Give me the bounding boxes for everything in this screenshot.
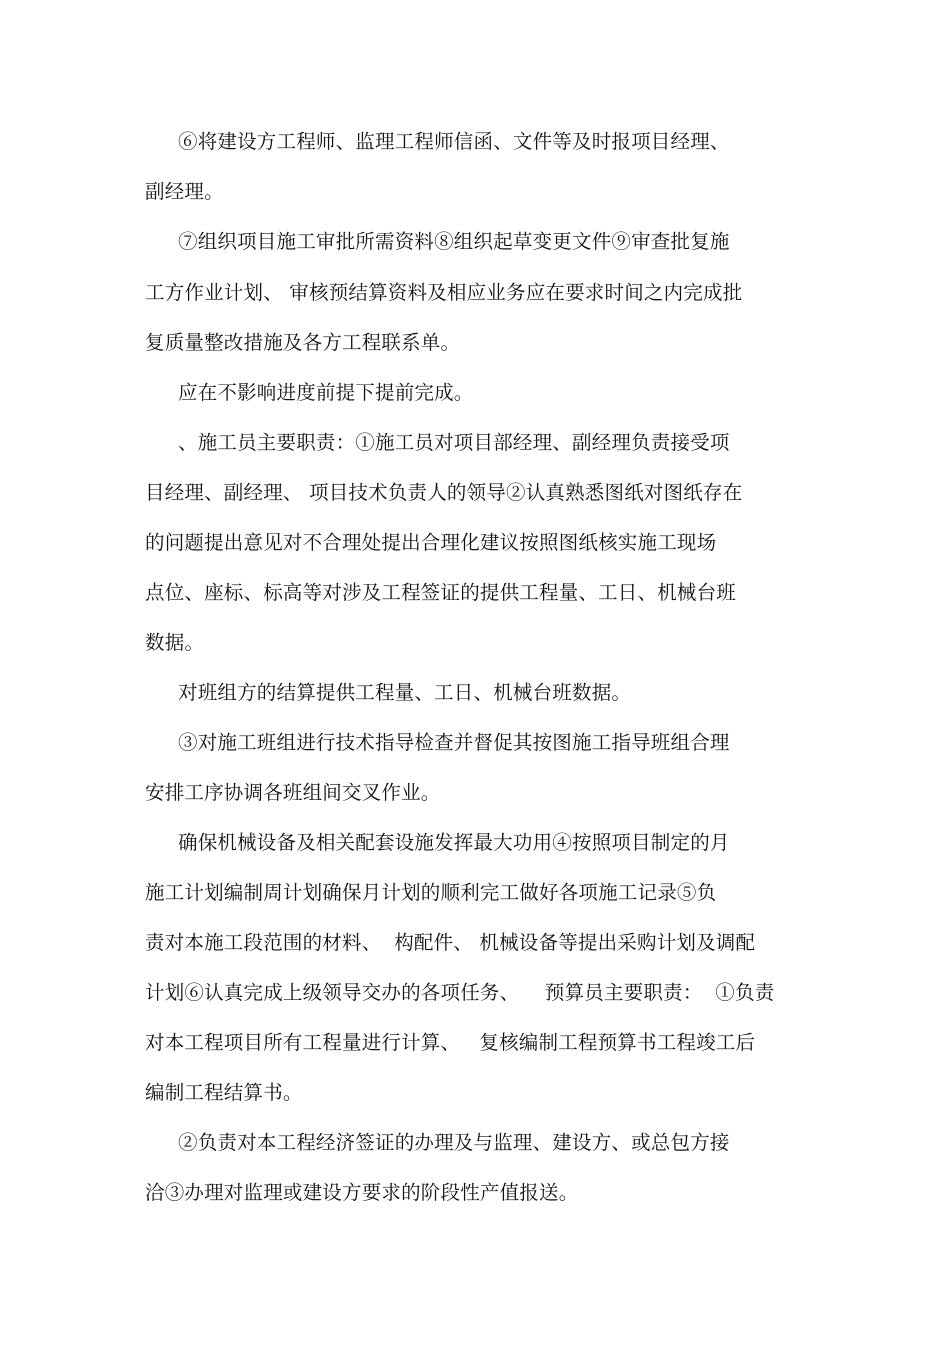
text-line: 安排工序协调各班组间交叉作业。: [145, 781, 441, 804]
text-line: ②负责对本工程经济签证的办理及与监理、建设方、或总包方接: [178, 1131, 730, 1154]
text-line: 对本工程项目所有工程量进行计算、 复核编制工程预算书工程竣工后: [145, 1031, 756, 1054]
text-line: ③对施工班组进行技术指导检查并督促其按图施工指导班组合理: [178, 731, 730, 754]
text-line: 点位、座标、标高等对涉及工程签证的提供工程量、工日、机械台班: [145, 581, 737, 604]
text-line: 应在不影响进度前提下提前完成。: [178, 381, 474, 404]
text-line: 编制工程结算书。: [145, 1081, 303, 1104]
text-line: 的问题提出意见对不合理处提出合理化建议按照图纸核实施工现场: [145, 531, 717, 554]
text-line: 确保机械设备及相关配套设施发挥最大功用④按照项目制定的月: [178, 831, 730, 854]
text-line: 副经理。: [145, 180, 224, 203]
text-line: 对班组方的结算提供工程量、工日、机械台班数据。: [178, 681, 632, 704]
text-line: ⑦组织项目施工审批所需资料⑧组织起草变更文件⑨审查批复施: [178, 230, 730, 253]
text-line: 数据。: [145, 631, 205, 654]
text-line: 目经理、副经理、 项目技术负责人的领导②认真熟悉图纸对图纸存在: [145, 481, 743, 504]
text-line: ⑥将建设方工程师、监理工程师信函、文件等及时报项目经理、: [178, 130, 730, 153]
text-line: 、施工员主要职责：①施工员对项目部经理、副经理负责接受项: [178, 431, 730, 454]
text-line: 责对本施工段范围的材料、 构配件、 机械设备等提出采购计划及调配: [145, 931, 756, 954]
text-line: 洽③办理对监理或建设方要求的阶段性产值报送。: [145, 1181, 579, 1204]
text-line: 施工计划编制周计划确保月计划的顺利完工做好各项施工记录⑤负: [145, 881, 717, 904]
text-line: 工方作业计划、 审核预结算资料及相应业务应在要求时间之内完成批: [145, 281, 743, 304]
text-line: 复质量整改措施及各方工程联系单。: [145, 331, 461, 354]
text-line: 计划⑥认真完成上级领导交办的各项任务、 预算员主要职责： ①负责: [145, 981, 775, 1004]
